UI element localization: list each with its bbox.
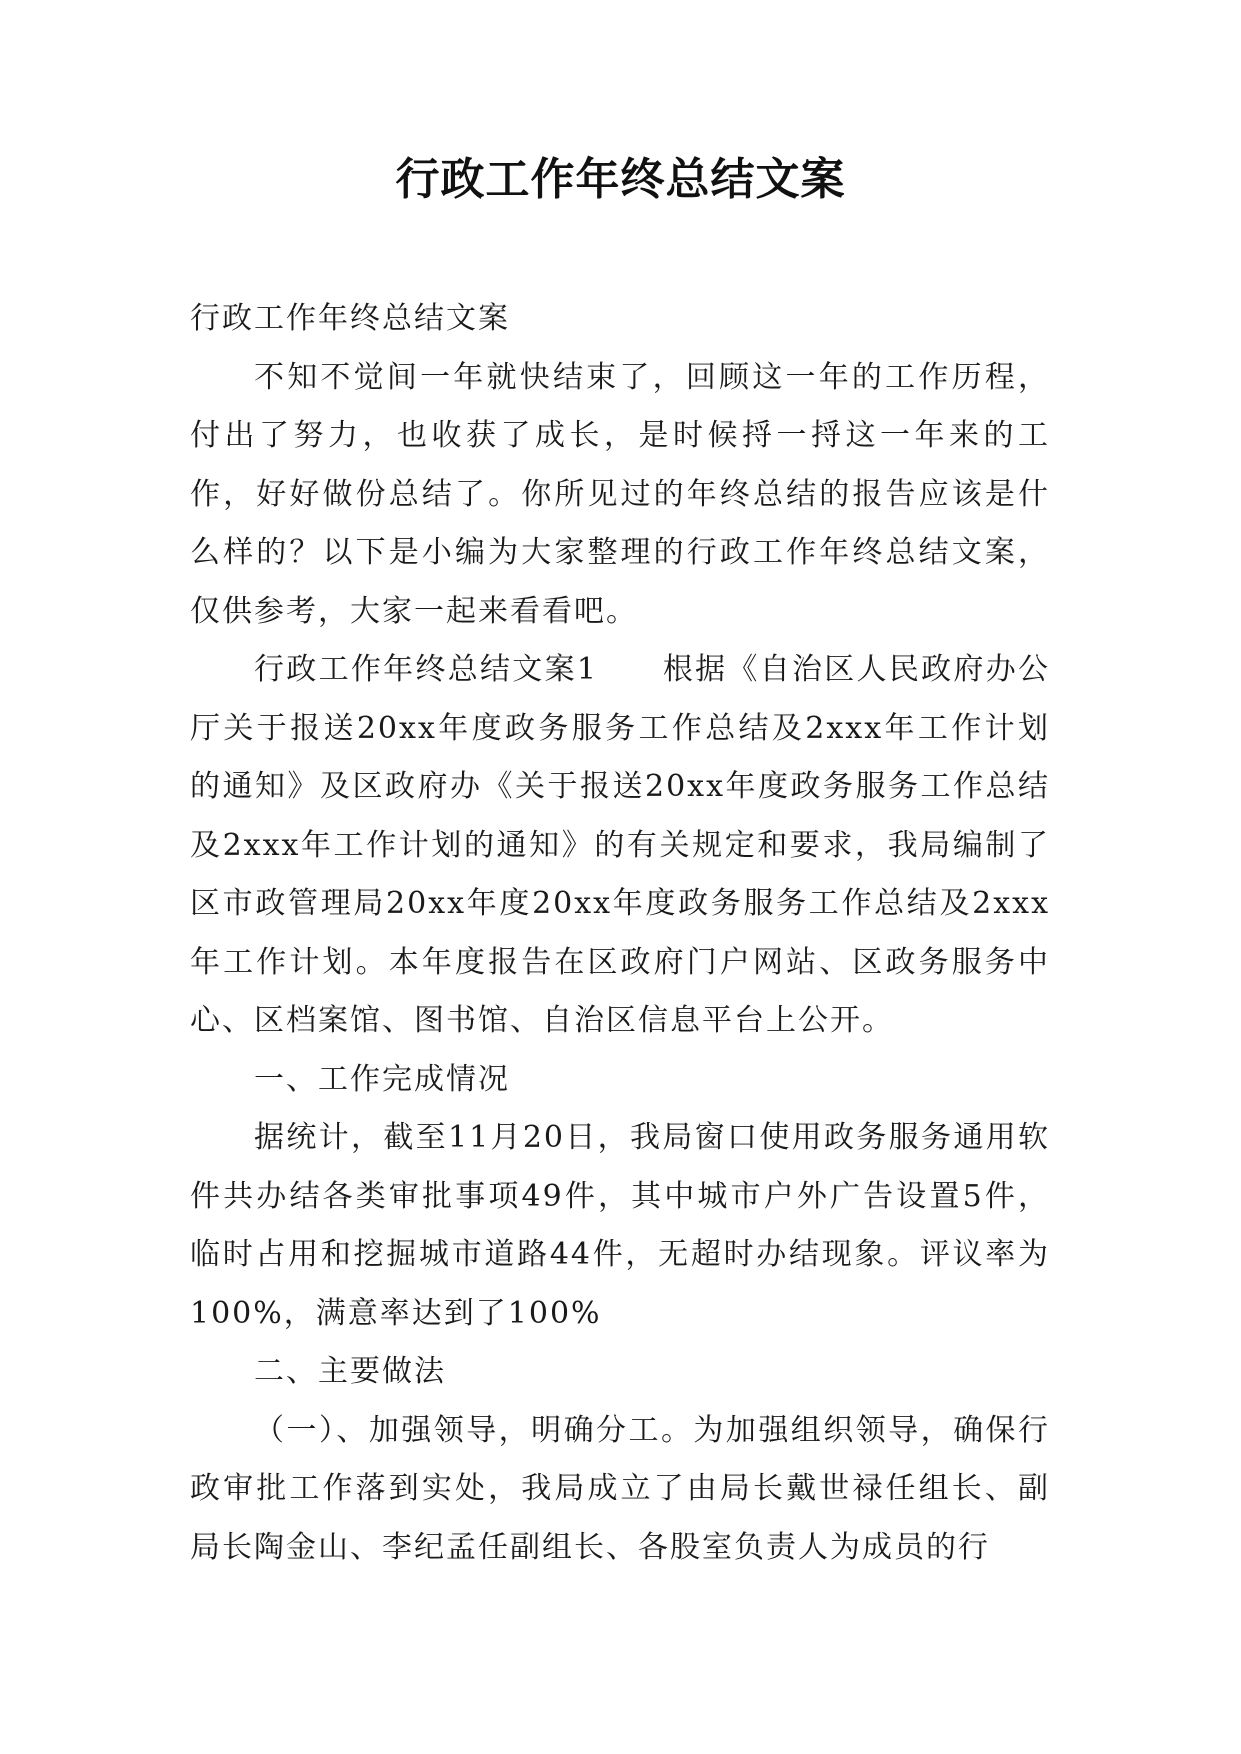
section-heading-methods: 二、主要做法 bbox=[254, 1354, 446, 1389]
document-subtitle: 行政工作年终总结文案 bbox=[190, 301, 510, 336]
document-title: 行政工作年终总结文案 bbox=[395, 154, 846, 205]
document-body bbox=[190, 290, 1050, 1577]
paragraph-statistics: 据统计，截至11月20日，我局窗口使用政务服务通用软件共办结各类审批事项49件，其中城市户外广告设置5件，临时占用和挖掘城市道路44件，无超时办结现象。评议率为100%，满意率达到了100% bbox=[190, 1120, 1050, 1331]
paragraph-leadership: （一）、加强领导，明确分工。为加强组织领导，确保行政审批工作落到实处，我局成立了由局长戴世禄任组长、副局长陶金山、李纪孟任副组长、各股室负责人为成员的行 bbox=[190, 1412, 1050, 1565]
section-heading-completion: 一、工作完成情况 bbox=[254, 1061, 510, 1097]
paragraph-background: 行政工作年终总结文案1 根据《自治区人民政府办公厅关于报送20xx年度政务服务工作总结及2xxx年工作计划的通知》及区政府办《关于报送20xx年度政务服务工作总结及2xxx年工作计划的通知》的有关规定和要求，我局编制了区市政管理局20xx年度20xx年度政务服务工作总结及2xxx年工作计划。本年度报告在区政府门户网站、区政务服务中心、区档案馆、图书馆、自治区信息平台上公开。 bbox=[190, 652, 1050, 1038]
paragraph-intro: 不知不觉间一年就快结束了，回顾这一年的工作历程，付出了努力，也收获了成长，是时候捋一捋这一年来的工作，好好做份总结了。你所见过的年终总结的报告应该是什么样的？以下是小编为大家整理的行政工作年终总结文案，仅供参考，大家一起来看看吧。 bbox=[190, 359, 1050, 629]
